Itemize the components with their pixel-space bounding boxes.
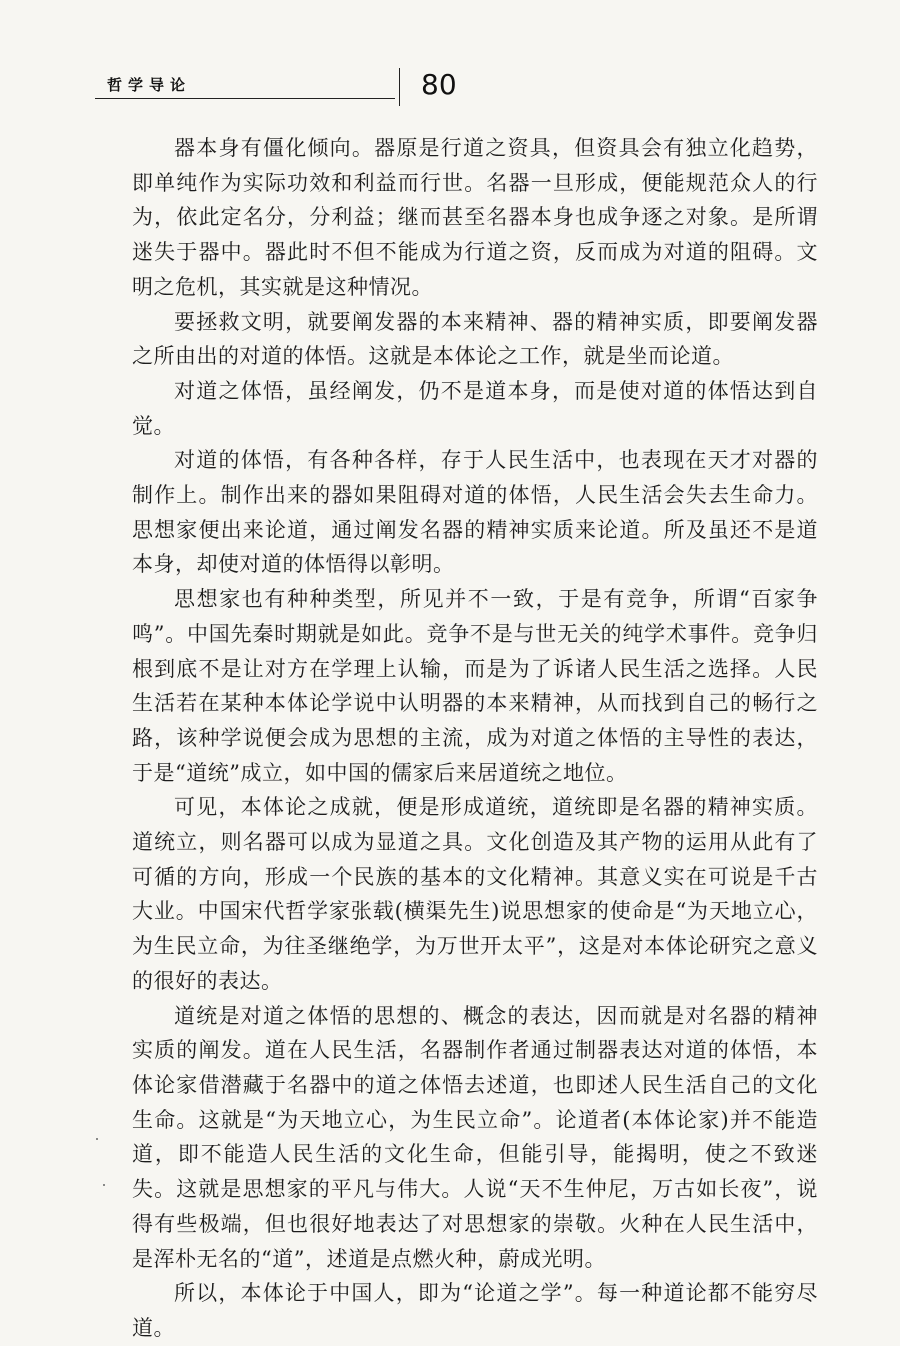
running-header <box>95 62 795 112</box>
header-divider <box>399 68 400 106</box>
page-number: 80 <box>421 68 457 101</box>
book-title: 哲学导论 <box>107 76 192 94</box>
paragraph: 思想家也有种种类型，所见并不一致，于是有竞争，所谓“百家争鸣”。中国先秦时期就是如此。竞争不是与世无关的纯学术事件。竞争归根到底不是让对方在学理上认输，而是为了诉诸人民生活之选择。人民生活若在某种本体论学说中认明器的本来精神，从而找到自己的畅行之路，该种学说便会成为思想的主流，成为对道之体悟的主导性的表达，于是“道统”成立，如中国的儒家后来居道统之地位。 <box>132 587 818 785</box>
paragraph: 道统是对道之体悟的思想的、概念的表达，因而就是对名器的精神实质的阐发。道在人民生活，名器制作者通过制器表达对道的体悟，本体论家借潜藏于名器中的道之体悟去述道，也即述人民生活自己的文化生命。这就是“为天地立心，为生民立命”。论道者(本体论家)并不能造道，即不能造人民生活的文化生命，但能引导，能揭明，使之不致迷失。这就是思想家的平凡与伟大。人说“天不生仲尼，万古如长夜”，说得有些极端，但也很好地表达了对思想家的崇敬。火种在人民生活中，是浑朴无名的“道”，述道是点燃火种，蔚成光明。 <box>132 1003 818 1271</box>
paragraph: 对道的体悟，有各种各样，存于人民生活中，也表现在天才对器的制作上。制作出来的器如果阻碍对道的体悟，人民生活会失去生命力。思想家便出来论道，通过阐发名器的精神实质来论道。所及虽还不是道本身，却使对道的体悟得以彰明。 <box>132 448 818 577</box>
paragraph: 可见，本体论之成就，便是形成道统，道统即是名器的精神实质。道统立，则名器可以成为显道之具。文化创造及其产物的运用从此有了可循的方向，形成一个民族的基本的文化精神。其意义实在可说是千古大业。中国宋代哲学家张载(横渠先生)说思想家的使命是“为天地立心，为生民立命，为往圣继绝学，为万世开太平”，这是对本体论研究之意义的很好的表达。 <box>132 795 818 993</box>
scan-speck <box>103 1184 105 1186</box>
paragraph: 器本身有僵化倾向。器原是行道之资具，但资具会有独立化趋势，即单纯作为实际功效和利益而行世。名器一旦形成，便能规范众人的行为，依此定名分，分利益；继而甚至名器本身也成争逐之对象。是所谓迷失于器中。器此时不但不能成为行道之资，反而成为对道的阻碍。文明之危机，其实就是这种情况。 <box>132 136 818 299</box>
paragraph: 所以，本体论于中国人，即为“论道之学”。每一种道论都不能穷尽道。 <box>132 1281 818 1340</box>
header-rule <box>95 98 395 99</box>
body-text <box>132 131 818 1346</box>
paragraph: 要拯救文明，就要阐发器的本来精神、器的精神实质，即要阐发器之所由出的对道的体悟。这就是本体论之工作，就是坐而论道。 <box>132 309 818 369</box>
paragraph: 对道之体悟，虽经阐发，仍不是道本身，而是使对道的体悟达到自觉。 <box>132 378 818 438</box>
scan-speck <box>96 1138 98 1140</box>
